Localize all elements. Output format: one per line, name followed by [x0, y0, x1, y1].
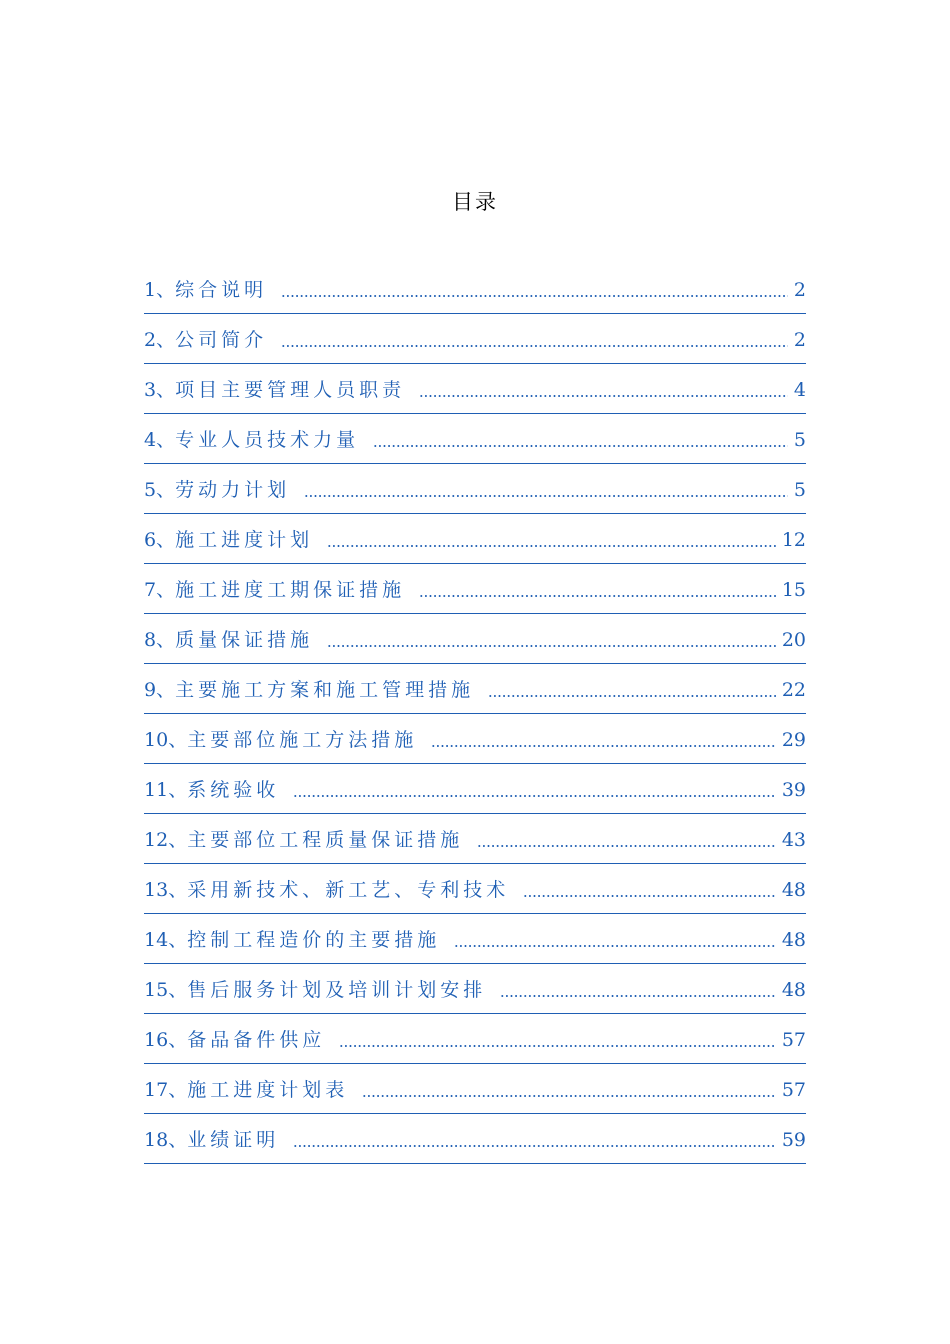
toc-entry-number: 14: [144, 929, 169, 951]
toc-entry-number: 15: [144, 979, 169, 1001]
toc-entry-number: 3: [144, 379, 157, 401]
toc-entry[interactable]: [144, 1064, 806, 1114]
toc-entry-label: 项目主要管理人员职责: [175, 379, 406, 401]
toc-entry-label: 质量保证措施: [175, 629, 314, 651]
toc-entry-page: 43: [781, 829, 806, 851]
toc-entry-page: 57: [781, 1079, 806, 1101]
toc-entry-label: 公司简介: [175, 329, 268, 351]
toc-entry-label: 主要部位施工方法措施: [187, 729, 418, 751]
toc-entry-label: 备品备件供应: [187, 1029, 326, 1051]
toc-entry-separator: 、: [156, 679, 176, 701]
toc-entry-page: 48: [781, 929, 806, 951]
toc-title: 目录: [452, 190, 498, 214]
toc-entry-label: 施工进度计划表: [187, 1079, 349, 1101]
toc-dot-leader: [454, 945, 776, 947]
toc-entry-page: 22: [781, 679, 806, 701]
toc-entry-label: 控制工程造价的主要措施: [187, 929, 441, 951]
toc-entry[interactable]: [144, 764, 806, 814]
toc-entry-page: 48: [781, 979, 806, 1001]
toc-dot-leader: [500, 995, 776, 997]
toc-entry-page: 5: [793, 479, 806, 501]
toc-dot-leader: [488, 695, 776, 697]
toc-dot-leader: [373, 445, 788, 447]
toc-entry[interactable]: [144, 564, 806, 614]
toc-entry-page: 20: [781, 629, 806, 651]
toc-entry-number: 9: [144, 679, 157, 701]
toc-entry-number: 5: [144, 479, 157, 501]
toc-dot-leader: [281, 295, 788, 297]
toc-entry-number: 11: [144, 779, 169, 801]
toc-entry-number: 6: [144, 529, 157, 551]
toc-entry[interactable]: [144, 314, 806, 364]
toc-entry-number: 18: [144, 1129, 169, 1151]
toc-entry-separator: 、: [156, 379, 176, 401]
toc-entry-label: 施工进度计划: [175, 529, 314, 551]
toc-entry-page: 59: [781, 1129, 806, 1151]
toc-dot-leader: [477, 845, 776, 847]
toc-entry-label: 主要施工方案和施工管理措施: [175, 679, 475, 701]
toc-dot-leader: [327, 645, 776, 647]
toc-dot-leader: [304, 495, 788, 497]
toc-entry-page: 15: [781, 579, 806, 601]
toc-entry-label: 施工进度工期保证措施: [175, 579, 406, 601]
toc-entry[interactable]: [144, 1014, 806, 1064]
toc-dot-leader: [523, 895, 776, 897]
toc-entry[interactable]: [144, 364, 806, 414]
toc-entry-label: 采用新技术、新工艺、专利技术: [187, 879, 510, 901]
toc-entry[interactable]: [144, 864, 806, 914]
toc-entry-number: 10: [144, 729, 169, 751]
toc-entry-label: 主要部位工程质量保证措施: [187, 829, 464, 851]
toc-dot-leader: [281, 345, 788, 347]
toc-entry-separator: 、: [168, 729, 188, 751]
toc-entry-label: 业绩证明: [187, 1129, 280, 1151]
toc-entry[interactable]: [144, 714, 806, 764]
toc-entry-separator: 、: [156, 479, 176, 501]
toc-entry-number: 7: [144, 579, 157, 601]
toc-entry-separator: 、: [168, 779, 188, 801]
toc-entry-page: 29: [781, 729, 806, 751]
toc-entry-separator: 、: [168, 1079, 188, 1101]
toc-entry-page: 4: [793, 379, 806, 401]
toc-entry-number: 17: [144, 1079, 169, 1101]
toc-entry-page: 48: [781, 879, 806, 901]
toc-entry-page: 39: [781, 779, 806, 801]
toc-entry-page: 12: [781, 529, 806, 551]
table-of-contents: [144, 279, 806, 1164]
toc-entry[interactable]: [144, 614, 806, 664]
toc-entry-page: 57: [781, 1029, 806, 1051]
toc-entry-separator: 、: [168, 829, 188, 851]
toc-entry[interactable]: [144, 464, 806, 514]
toc-dot-leader: [293, 1145, 776, 1147]
toc-dot-leader: [339, 1045, 776, 1047]
toc-entry-separator: 、: [156, 629, 176, 651]
toc-entry[interactable]: [144, 414, 806, 464]
toc-entry-page: 5: [793, 429, 806, 451]
toc-dot-leader: [419, 395, 788, 397]
toc-entry[interactable]: [144, 814, 806, 864]
toc-entry-number: 13: [144, 879, 169, 901]
toc-entry-number: 4: [144, 429, 157, 451]
toc-entry-separator: 、: [168, 879, 188, 901]
toc-entry-separator: 、: [168, 1029, 188, 1051]
toc-entry[interactable]: [144, 664, 806, 714]
toc-entry-number: 2: [144, 329, 157, 351]
toc-entry-number: 1: [144, 279, 157, 301]
toc-entry-separator: 、: [156, 529, 176, 551]
toc-entry-number: 8: [144, 629, 157, 651]
toc-entry-label: 专业人员技术力量: [175, 429, 360, 451]
toc-entry-label: 劳动力计划: [175, 479, 291, 501]
toc-entry-number: 12: [144, 829, 169, 851]
toc-entry-separator: 、: [168, 979, 188, 1001]
toc-entry-separator: 、: [156, 329, 176, 351]
toc-entry-label: 综合说明: [175, 279, 268, 301]
toc-dot-leader: [293, 795, 776, 797]
toc-dot-leader: [362, 1095, 776, 1097]
toc-dot-leader: [327, 545, 776, 547]
toc-entry-number: 16: [144, 1029, 169, 1051]
toc-entry[interactable]: [144, 1114, 806, 1164]
toc-entry-separator: 、: [168, 1129, 188, 1151]
toc-entry-separator: 、: [156, 579, 176, 601]
toc-entry[interactable]: [144, 279, 806, 314]
toc-entry-label: 售后服务计划及培训计划安排: [187, 979, 487, 1001]
toc-dot-leader: [431, 745, 776, 747]
toc-entry-separator: 、: [168, 929, 188, 951]
toc-entry-page: 2: [793, 279, 806, 301]
toc-entry-label: 系统验收: [187, 779, 280, 801]
toc-entry[interactable]: [144, 514, 806, 564]
toc-dot-leader: [419, 595, 776, 597]
toc-entry[interactable]: [144, 914, 806, 964]
toc-entry-separator: 、: [156, 279, 176, 301]
toc-entry[interactable]: [144, 964, 806, 1014]
toc-entry-separator: 、: [156, 429, 176, 451]
toc-entry-page: 2: [793, 329, 806, 351]
